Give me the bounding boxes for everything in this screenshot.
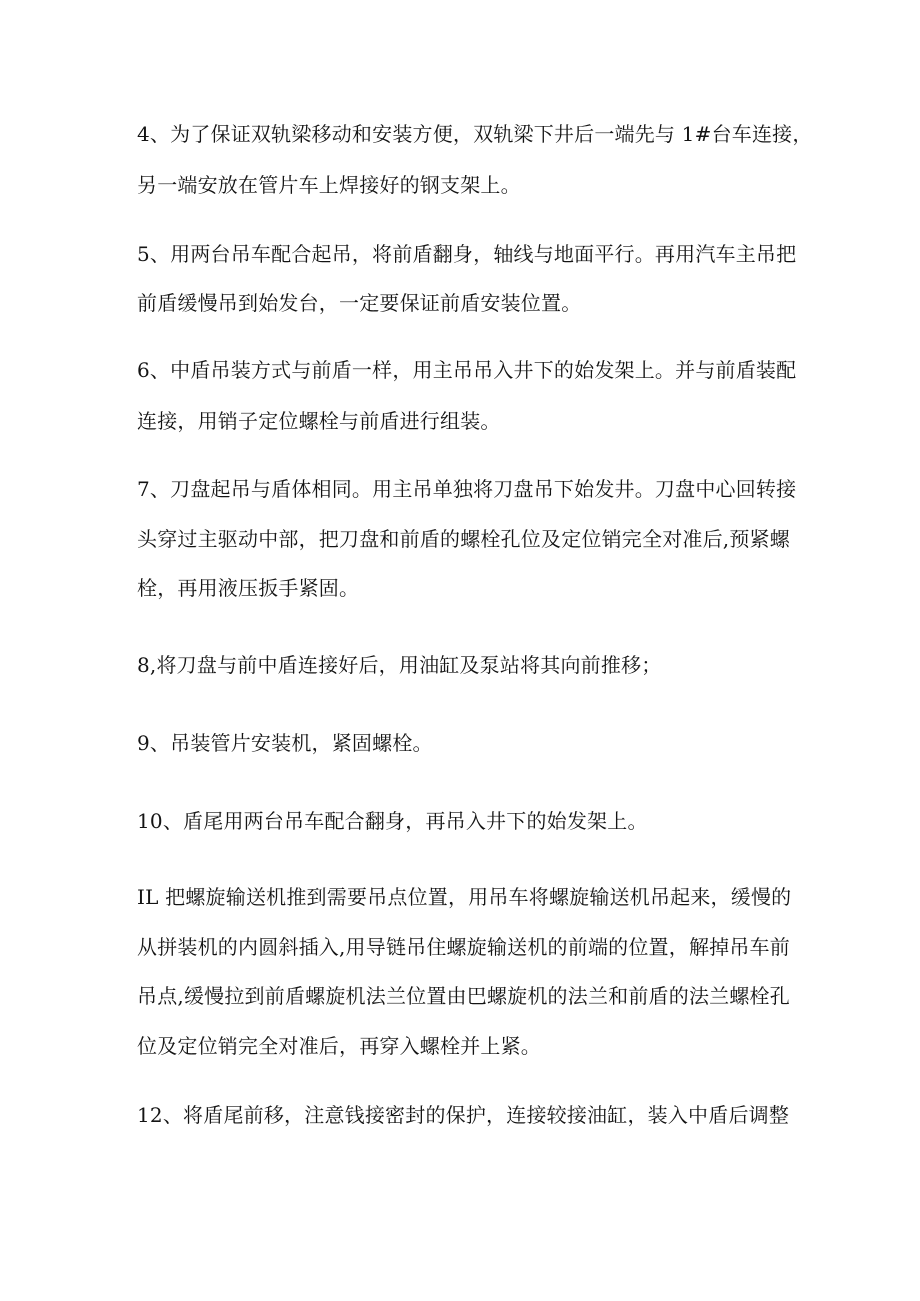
paragraph-9-line-1: 9、吊装管片安装机，紧固螺栓。 [137, 731, 433, 755]
paragraph-5-line-2: 前盾缓慢吊到始发台，一定要保证前盾安装位置。 [137, 291, 582, 315]
paragraph-7-line-3: 栓，再用液压扳手紧固。 [137, 576, 360, 600]
paragraph-4-line-1: 4、为了保证双轨梁移动和安装方便，双轨梁下井后一端先与 1#台车连接， [137, 122, 813, 146]
paragraph-11-line-4: 位及定位销完全对准后，再穿入螺栓并上紧。 [137, 1034, 541, 1058]
paragraph-5-line-1: 5、用两台吊车配合起吊，将前盾翻身，轴线与地面平行。再用汽车主吊把 [137, 242, 797, 266]
paragraph-7-line-2: 头穿过主驱动中部，把刀盘和前盾的螺栓孔位及定位销完全对准后,预紧螺 [137, 527, 790, 551]
paragraph-8-line-1: 8,将刀盘与前中盾连接好后，用油缸及泵站将其向前推移； [137, 653, 662, 677]
paragraph-11-line-3: 吊点,缓慢拉到前盾螺旋机法兰位置由巴螺旋机的法兰和前盾的法兰螺栓孔 [137, 984, 790, 1008]
paragraph-7-line-1: 7、刀盘起吊与盾体相同。用主吊单独将刀盘吊下始发井。刀盘中心回转接 [137, 477, 797, 501]
paragraph-4-line-2: 另一端安放在管片车上焊接好的钢支架上。 [137, 173, 521, 197]
paragraph-6-line-2: 连接，用销子定位螺栓与前盾进行组装。 [137, 409, 501, 433]
paragraph-10-line-1: 10、盾尾用两台吊车配合翻身，再吊入井下的始发架上。 [137, 809, 648, 833]
paragraph-6-line-1: 6、中盾吊装方式与前盾一样，用主吊吊入井下的始发架上。并与前盾装配 [137, 358, 797, 382]
paragraph-11-line-1: IL 把螺旋输送机推到需要吊点位置，用吊车将螺旋输送机吊起来，缓慢的 [137, 885, 792, 909]
paragraph-11-line-2: 从拼装机的内圆斜插入,用导链吊住螺旋输送机的前端的位置，解掉吊车前 [137, 935, 790, 959]
paragraph-12-line-1: 12、将盾尾前移，注意钱接密封的保护，连接较接油缸，装入中盾后调整 [137, 1103, 790, 1127]
